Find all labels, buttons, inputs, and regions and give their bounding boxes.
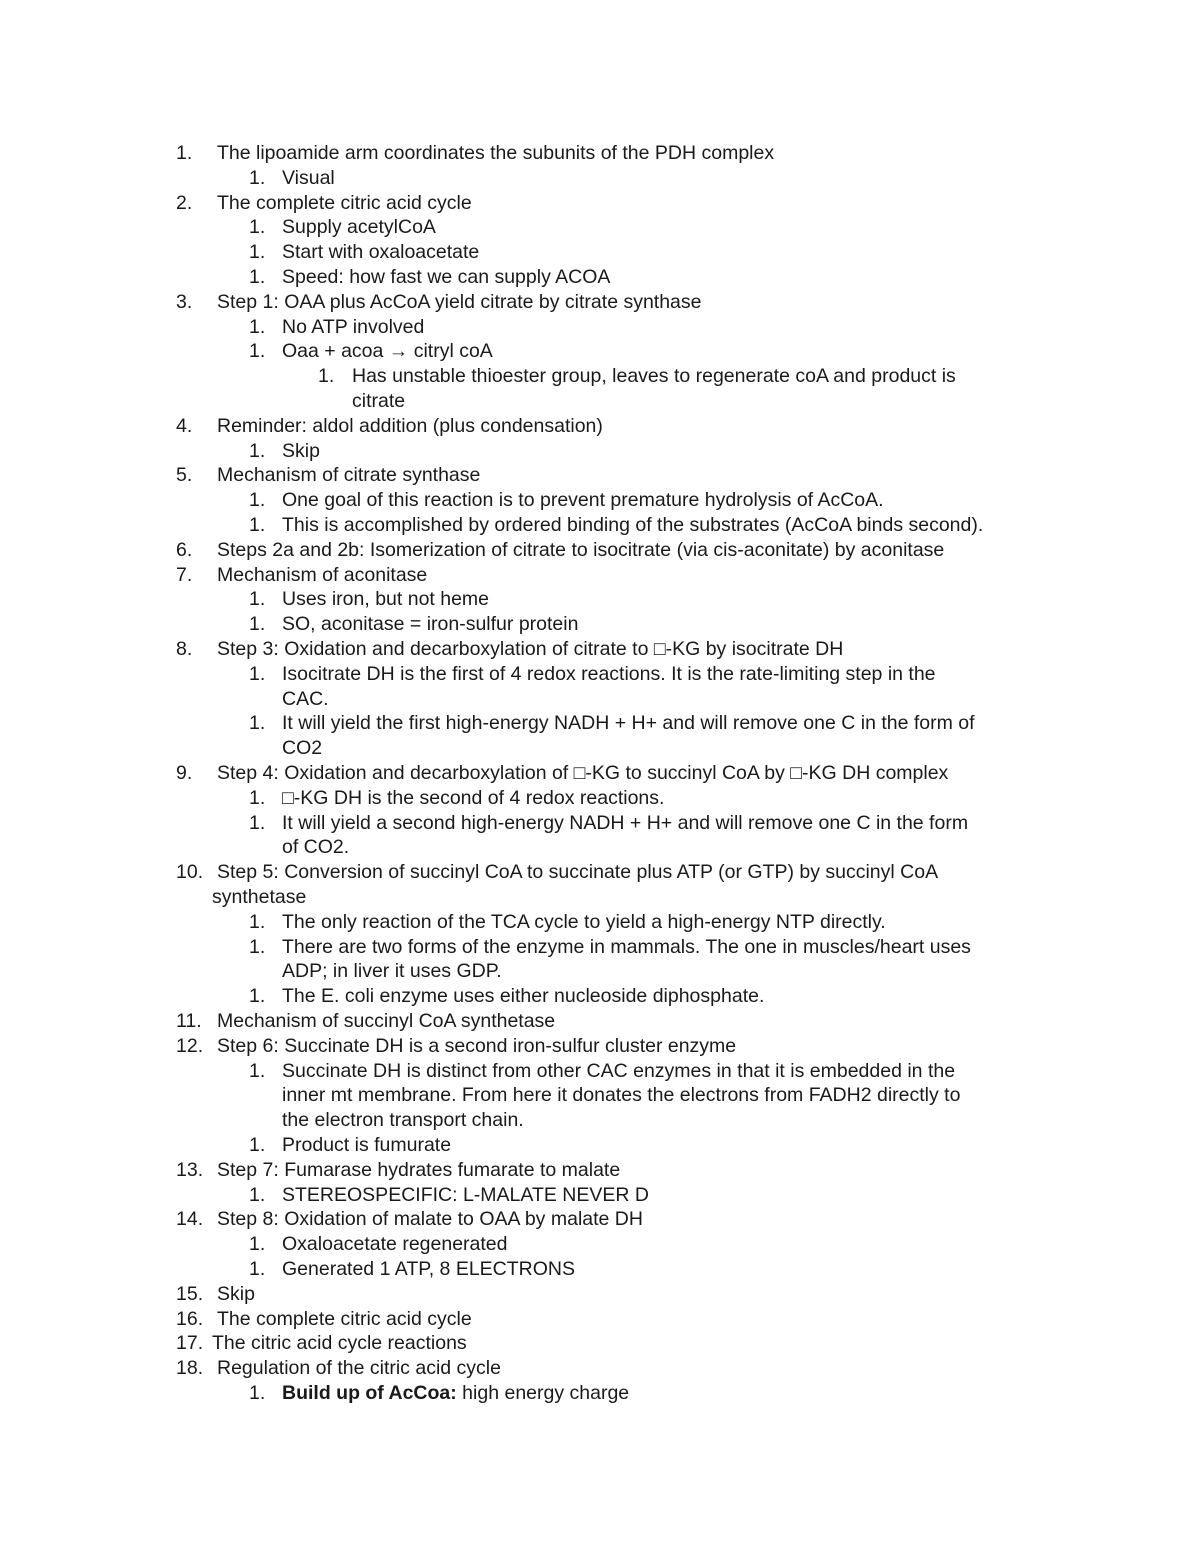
- list-item-text: The lipoamide arm coordinates the subunits of the PDH complex: [217, 142, 775, 164]
- list-item-text: CO2: [282, 737, 323, 760]
- list-item-number: 1.: [249, 910, 266, 933]
- list-item-text: Oxaloacetate regenerated: [282, 1233, 508, 1256]
- list-item-number: 1.: [249, 1382, 266, 1404]
- list-item-number: 1.: [176, 142, 193, 164]
- list-item-number: 1.: [249, 786, 266, 809]
- list-item-number: 1.: [249, 241, 266, 264]
- list-item-text: The complete citric acid cycle: [217, 191, 472, 214]
- list-item-text: The only reaction of the TCA cycle to yield a high-energy NTP directly.: [282, 910, 886, 933]
- list-item-text: the electron transport chain.: [282, 1109, 524, 1132]
- list-item-text: □-KG DH is the second of 4 redox reactions.: [282, 786, 665, 809]
- list-item-continuation: [0, 1108, 1200, 1133]
- list-item-number: 1.: [249, 166, 266, 189]
- list-item-number: 2.: [176, 191, 193, 214]
- list-item: [0, 860, 1200, 885]
- list-item-number: 8.: [176, 638, 193, 660]
- list-item-text: Isocitrate DH is the first of 4 redox reactions. It is the rate-limiting step in the: [282, 662, 936, 685]
- list-item: [0, 240, 1200, 265]
- list-item: [0, 637, 1200, 662]
- list-item-number: 18.: [176, 1357, 204, 1380]
- list-item-number: 1.: [249, 439, 266, 462]
- list-item-number: 1.: [249, 1233, 266, 1256]
- list-item-text: inner mt membrane. From here it donates the electrons from FADH2 directly to: [282, 1084, 961, 1107]
- list-item: [0, 364, 1200, 389]
- list-item-continuation: [0, 1083, 1200, 1108]
- list-item-number: 1.: [249, 216, 266, 239]
- list-item-number: 1.: [249, 514, 266, 536]
- list-item: [0, 166, 1200, 191]
- list-item-text: citrate: [352, 390, 406, 412]
- list-item: [0, 141, 1200, 166]
- list-item-number: 1.: [249, 662, 266, 685]
- list-item-text: Step 8: Oxidation of malate to OAA by malate DH: [217, 1208, 643, 1231]
- list-item-text: Steps 2a and 2b: Isomerization of citrate to isocitrate (via cis-aconitate) by aconitase: [217, 538, 945, 561]
- list-item: [0, 984, 1200, 1009]
- list-item-text: Skip: [282, 439, 320, 462]
- list-item: [0, 1331, 1200, 1356]
- list-item-number: 4.: [176, 414, 193, 437]
- list-item-number: 5.: [176, 464, 193, 487]
- list-item-text: This is accomplished by ordered binding of the substrates (AcCoA binds second).: [282, 514, 984, 536]
- list-item-number: 1.: [249, 1258, 266, 1280]
- list-item: [0, 1133, 1200, 1158]
- list-item-text: Step 7: Fumarase hydrates fumarate to malate: [217, 1158, 621, 1181]
- list-item-text: There are two forms of the enzyme in mammals. The one in muscles/heart uses: [282, 935, 971, 958]
- list-item-text: STEREOSPECIFIC: L-MALATE NEVER D: [282, 1183, 649, 1206]
- list-item-number: 16.: [176, 1307, 204, 1330]
- list-item: [0, 191, 1200, 216]
- list-item-bold-text: Build up of AcCoa:: [282, 1382, 457, 1404]
- list-item: [0, 935, 1200, 960]
- list-item-text: Skip: [217, 1282, 255, 1305]
- list-item-number: 1.: [249, 1059, 266, 1082]
- list-item-text: of CO2.: [282, 836, 350, 859]
- list-item-text: It will yield the first high-energy NADH + H+ and will remove one C in the form of: [282, 712, 975, 735]
- list-item: [0, 439, 1200, 464]
- list-item-number: 1.: [249, 340, 266, 363]
- list-item-text: Step 1: OAA plus AcCoA yield citrate by citrate synthase: [217, 290, 702, 313]
- list-item: [0, 1183, 1200, 1208]
- list-item: [0, 563, 1200, 588]
- list-item-text: The citric acid cycle reactions: [212, 1332, 467, 1355]
- list-item-text: Supply acetylCoA: [282, 216, 436, 239]
- list-item: [0, 290, 1200, 315]
- list-item-text: Regulation of the citric acid cycle: [217, 1357, 501, 1380]
- list-item-continuation: [0, 389, 1200, 414]
- list-item-text: SO, aconitase = iron-sulfur protein: [282, 613, 579, 636]
- list-item: [0, 414, 1200, 439]
- list-item: [0, 339, 1200, 364]
- list-item-text: The complete citric acid cycle: [217, 1307, 472, 1330]
- list-item: [0, 1158, 1200, 1183]
- list-item: [0, 1381, 1200, 1406]
- list-item-number: 1.: [249, 315, 266, 338]
- list-item-number: 1.: [249, 935, 266, 958]
- list-item: [0, 265, 1200, 290]
- list-item-continuation: [0, 835, 1200, 860]
- list-item-number: 1.: [249, 613, 266, 636]
- list-item-text: Oaa + acoa → citryl coA: [282, 340, 493, 363]
- list-item: [0, 761, 1200, 786]
- list-item: [0, 1232, 1200, 1257]
- list-item-text: Product is fumurate: [282, 1134, 452, 1156]
- list-item-number: 1.: [249, 489, 266, 512]
- list-item-number: 1.: [249, 1134, 266, 1156]
- list-item-number: 17.: [176, 1332, 204, 1355]
- list-item: [0, 1009, 1200, 1034]
- list-item-rest-text: high energy charge: [456, 1382, 630, 1404]
- list-item: [0, 910, 1200, 935]
- list-item-continuation: [0, 687, 1200, 712]
- list-item-number: 1.: [249, 266, 266, 288]
- list-item-text: Visual: [282, 166, 335, 189]
- list-item: [0, 587, 1200, 612]
- list-item: [0, 1356, 1200, 1381]
- list-item-text: Uses iron, but not heme: [282, 588, 490, 611]
- list-item-text: Has unstable thioester group, leaves to regenerate coA and product is: [352, 365, 956, 388]
- list-item-text: synthetase: [212, 886, 307, 908]
- list-item-number: 1.: [249, 811, 266, 834]
- list-item: [0, 1034, 1200, 1059]
- list-item: [0, 315, 1200, 340]
- list-item-number: 3.: [176, 290, 193, 313]
- list-item-number: 14.: [176, 1208, 204, 1231]
- list-item: [0, 538, 1200, 563]
- list-item-text: Speed: how fast we can supply ACOA: [282, 266, 611, 288]
- list-item-number: 7.: [176, 563, 193, 586]
- list-item-number: 1.: [249, 1183, 266, 1206]
- list-item-number: 1.: [249, 712, 266, 735]
- list-item-number: 1.: [249, 985, 266, 1008]
- list-item: [0, 711, 1200, 736]
- list-item-number: 11.: [176, 1010, 202, 1032]
- list-item-number: 12.: [176, 1034, 204, 1057]
- list-item: [0, 215, 1200, 240]
- list-item: [0, 1257, 1200, 1282]
- list-item-number: 1.: [318, 365, 335, 388]
- list-item-text: Reminder: aldol addition (plus condensation): [217, 414, 603, 437]
- list-item-continuation: [0, 885, 1200, 910]
- list-item: [0, 513, 1200, 538]
- list-item-text: It will yield a second high-energy NADH + H+ and will remove one C in the form: [282, 811, 969, 834]
- list-item-text: Mechanism of aconitase: [217, 563, 428, 586]
- list-item-text: Step 3: Oxidation and decarboxylation of citrate to □-KG by isocitrate DH: [217, 638, 844, 660]
- list-item-number: 9.: [176, 762, 193, 784]
- list-item-text: Mechanism of succinyl CoA synthetase: [217, 1010, 556, 1032]
- list-item-text: One goal of this reaction is to prevent premature hydrolysis of AcCoA.: [282, 489, 884, 512]
- list-item-number: 10.: [176, 861, 204, 884]
- list-item-continuation: [0, 959, 1200, 984]
- list-item-number: 15.: [176, 1282, 204, 1305]
- list-item-number: 13.: [176, 1158, 204, 1181]
- list-item: [0, 1282, 1200, 1307]
- list-item-text: CAC.: [282, 687, 329, 710]
- list-item: [0, 662, 1200, 687]
- list-item-number: 1.: [249, 588, 266, 611]
- list-item: [0, 1059, 1200, 1084]
- list-item-text: The E. coli enzyme uses either nucleoside diphosphate.: [282, 985, 765, 1008]
- list-item: [0, 1207, 1200, 1232]
- list-item-text: Succinate DH is distinct from other CAC enzymes in that it is embedded in the: [282, 1059, 956, 1082]
- list-item-number: 6.: [176, 538, 193, 561]
- list-item: [0, 811, 1200, 836]
- list-item: [0, 1307, 1200, 1332]
- list-item: [0, 786, 1200, 811]
- list-item-text: Step 5: Conversion of succinyl CoA to succinate plus ATP (or GTP) by succinyl CoA: [217, 861, 939, 884]
- list-item-text: Start with oxaloacetate: [282, 241, 480, 264]
- list-item-text: Step 6: Succinate DH is a second iron-sulfur cluster enzyme: [217, 1034, 737, 1057]
- list-item: [0, 463, 1200, 488]
- list-item-text: Step 4: Oxidation and decarboxylation of □-KG to succinyl CoA by □-KG DH complex: [217, 762, 949, 784]
- list-item: [0, 488, 1200, 513]
- list-item-text: ADP; in liver it uses GDP.: [282, 960, 502, 983]
- list-item-text: Mechanism of citrate synthase: [217, 464, 481, 487]
- list-item-continuation: [0, 736, 1200, 761]
- list-item-text: [282, 1381, 629, 1406]
- list-item: [0, 612, 1200, 637]
- list-item-text: Generated 1 ATP, 8 ELECTRONS: [282, 1258, 576, 1280]
- list-item-text: No ATP involved: [282, 315, 425, 338]
